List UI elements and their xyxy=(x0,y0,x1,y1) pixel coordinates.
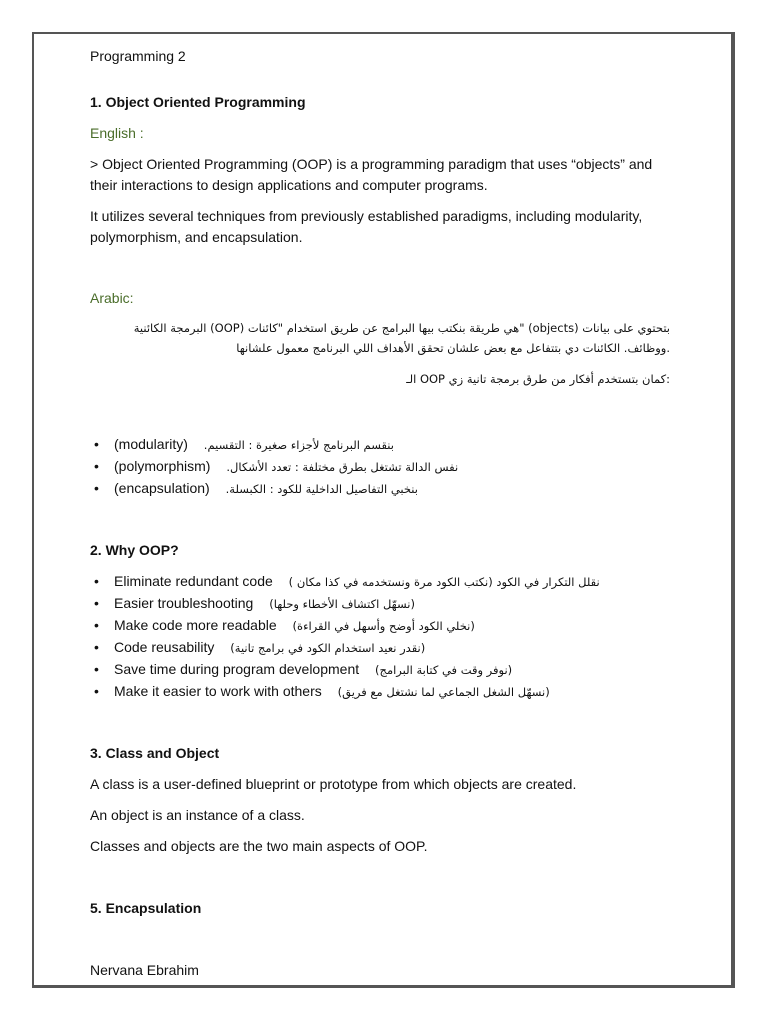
english-paragraph-1: > Object Oriented Programming (OOP) is a programming paradigm that uses “objects” and their interactions to design applications and computer programs. xyxy=(90,156,653,193)
list-item: • Make code more readable (نخلي الكود أوضح وأسهل في القراءة) xyxy=(114,617,475,633)
arabic-line-2: .ووظائف. الكائنات دي بتتفاعل مع بعض علشان تحقق الأهداف اللي البرنامج معمول علشانها xyxy=(236,341,670,355)
header-title: Programming 2 xyxy=(90,48,186,64)
list-item: • Code reusability (نقدر نعيد استخدام الكود في برامج تانية) xyxy=(114,639,425,655)
list-item: • Save time during program development (نوفر وقت في كتابة البرامج) xyxy=(114,661,512,677)
arabic-line-3: :كمان بتستخدم أفكار من طرق برمجة تانية زي OOP الـ xyxy=(406,372,670,386)
class-paragraph-2: An object is an instance of a class. xyxy=(90,807,305,823)
list-item: • (polymorphism) .نفس الدالة تشتغل بطرق مختلفة : تعدد الأشكال xyxy=(114,458,458,474)
class-paragraph-1: A class is a user-defined blueprint or prototype from which objects are created. xyxy=(90,776,577,792)
class-paragraph-3: Classes and objects are the two main aspects of OOP. xyxy=(90,838,428,854)
english-paragraph-2: It utilizes several techniques from previously established paradigms, including modularity, polymorphism, and encapsulation. xyxy=(90,208,643,245)
english-label: English : xyxy=(90,125,144,141)
section-1-title: 1. Object Oriented Programming xyxy=(90,94,306,110)
list-item: • Eliminate redundant code نقلل التكرار في الكود (نكتب الكود مرة ونستخدمه في كذا مكان ) xyxy=(114,573,600,589)
list-item: • Easier troubleshooting (نسهّل اكتشاف الأخطاء وحلها) xyxy=(114,595,415,611)
section-2-title: 2. Why OOP? xyxy=(90,542,179,558)
arabic-line-1: بتحتوي على بيانات (objects) "هي طريقة بنكتب بيها البرامج عن طريق استخدام "كائنات (OOP) البرمجة الكائنية xyxy=(133,321,670,335)
arabic-label: Arabic: xyxy=(90,290,134,306)
author-name: Nervana Ebrahim xyxy=(90,962,199,978)
section-3-title: 3. Class and Object xyxy=(90,745,220,761)
list-item: • (encapsulation) .بنخبي التفاصيل الداخلية للكود : الكبسلة xyxy=(114,480,418,496)
list-item: • (modularity) .بنقسم البرنامج لأجزاء صغيرة : التقسيم xyxy=(114,436,394,452)
list-item: • Make it easier to work with others (نسهّل الشغل الجماعي لما نشتغل مع فريق) xyxy=(114,683,550,699)
section-5-title: 5. Encapsulation xyxy=(90,900,202,916)
